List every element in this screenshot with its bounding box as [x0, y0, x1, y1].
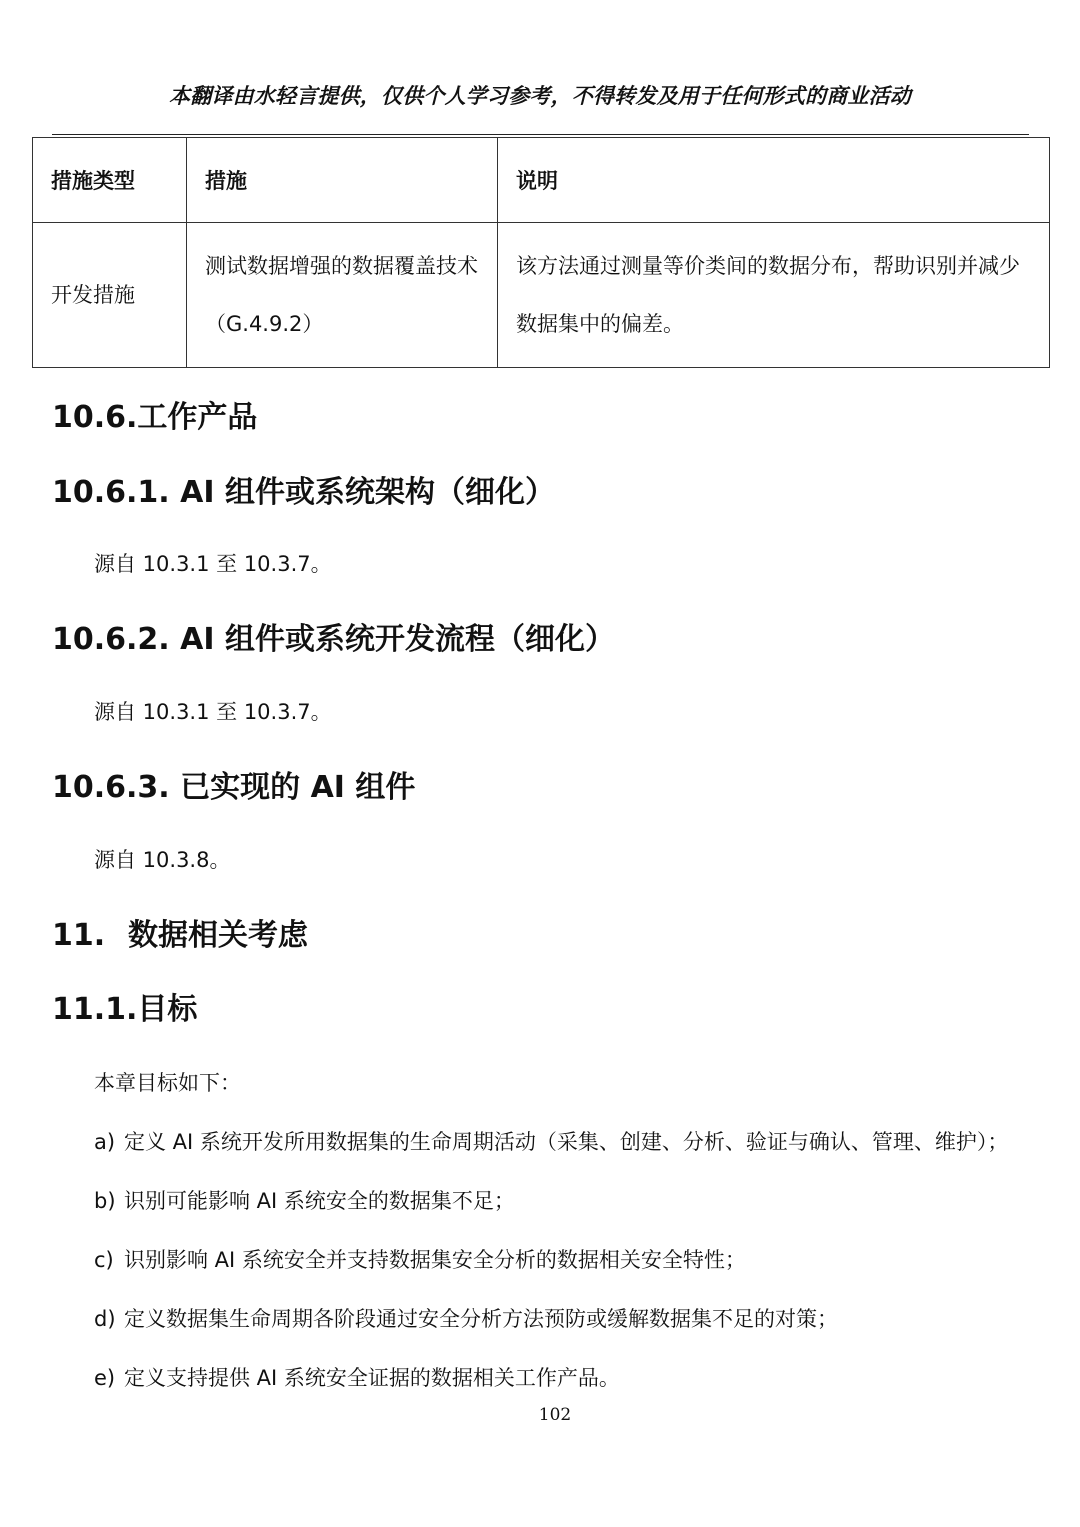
chapter-title: 数据相关考虑: [128, 918, 308, 953]
list-item-text: 识别可能影响 AI 系统安全的数据集不足；: [124, 1189, 515, 1213]
list-item-text: 定义 AI 系统开发所用数据集的生命周期活动（采集、创建、分析、验证与确认、管理、维护）；: [124, 1130, 1009, 1154]
list-item: [94, 1126, 1008, 1156]
list-item-text: 识别影响 AI 系统安全并支持数据集安全分析的数据相关安全特性；: [124, 1248, 746, 1272]
page-number: 102: [538, 1405, 572, 1425]
header-divider: [52, 134, 1029, 135]
objectives-intro: 本章目标如下：: [94, 1071, 241, 1095]
list-marker: e): [94, 1366, 116, 1390]
table-cell-measure: 测试数据增强的数据覆盖技术（G.4.9.2）: [187, 223, 498, 368]
list-marker: c): [94, 1248, 114, 1272]
section-heading-10-6-2: 10.6.2. AI 组件或系统开发流程（细化）: [52, 622, 615, 657]
list-item-text: 定义数据集生命周期各阶段通过安全分析方法预防或缓解数据集不足的对策；: [124, 1307, 838, 1331]
section-body-10-6-1: 源自 10.3.1 至 10.3.7。: [94, 552, 332, 576]
section-heading-10-6-3: 10.6.3. 已实现的 AI 组件: [52, 770, 416, 805]
list-item: [94, 1185, 515, 1215]
section-heading-11-1: 11.1.目标: [52, 992, 198, 1027]
measures-table: [32, 137, 1050, 368]
list-item-text: 定义支持提供 AI 系统安全证据的数据相关工作产品。: [124, 1366, 620, 1390]
chapter-number: 11.: [52, 918, 106, 953]
table-row: [33, 223, 1050, 368]
table-cell-measure-type: 开发措施: [33, 223, 187, 368]
list-marker: d): [94, 1307, 116, 1331]
table-cell-description: 该方法通过测量等价类间的数据分布，帮助识别并减少数据集中的偏差。: [498, 223, 1050, 368]
list-item: [94, 1244, 746, 1274]
table-header-cell: 措施: [187, 138, 498, 223]
list-item: [94, 1362, 620, 1392]
header-disclaimer: 本翻译由水轻言提供，仅供个人学习参考，不得转发及用于任何形式的商业活动: [169, 84, 911, 108]
table-header-row: [33, 138, 1050, 223]
list-item: [94, 1303, 838, 1333]
table-header-cell: 说明: [498, 138, 1050, 223]
section-body-10-6-3: 源自 10.3.8。: [94, 848, 231, 872]
section-heading-10-6-1: 10.6.1. AI 组件或系统架构（细化）: [52, 475, 555, 510]
section-body-10-6-2: 源自 10.3.1 至 10.3.7。: [94, 700, 332, 724]
chapter-heading-11: [52, 910, 308, 954]
section-heading-10-6: 10.6.工作产品: [52, 400, 258, 435]
table-header-cell: 措施类型: [33, 138, 187, 223]
list-marker: b): [94, 1189, 116, 1213]
list-marker: a): [94, 1130, 116, 1154]
